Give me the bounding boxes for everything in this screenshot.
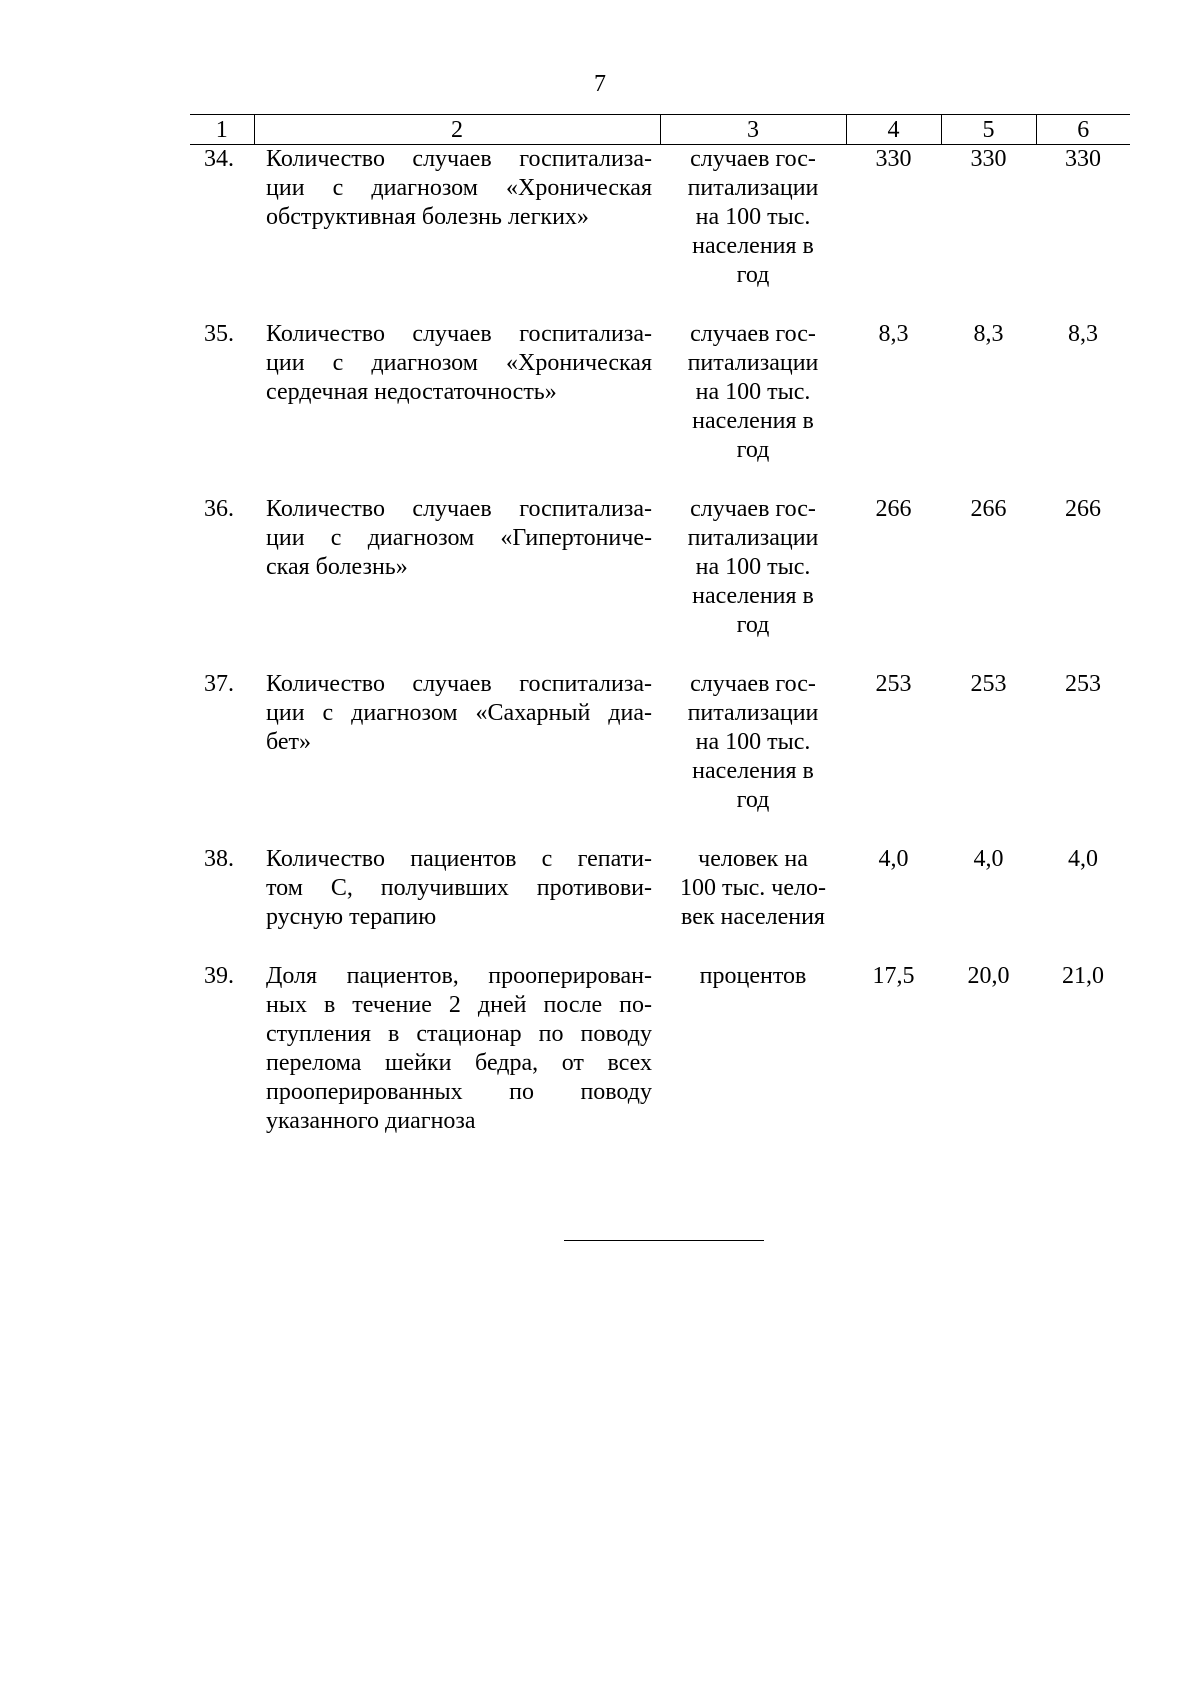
description-line: обструктивная болезнь легких» [266, 204, 589, 230]
row-value-col6: 8,3 [1068, 321, 1098, 347]
unit-line: 100 тыс. чело- [680, 875, 826, 901]
unit-line: населения в [692, 233, 814, 259]
description-line: ции с диагнозом «Сахарный диа- [266, 700, 652, 726]
description-line: ская болезнь» [266, 554, 408, 580]
row-value-col4: 17,5 [872, 963, 915, 989]
description-line: Количество случаев госпитализа- [266, 671, 652, 697]
row-number: 38. [204, 846, 234, 872]
description-line: Количество случаев госпитализа- [266, 321, 652, 347]
header-col-5: 5 [941, 115, 1036, 145]
table-row [190, 320, 1130, 495]
header-col-4: 4 [846, 115, 941, 145]
unit-line: питализации [687, 350, 819, 376]
indicators-table-wrapper [190, 114, 1130, 1166]
row-value-col6: 330 [1065, 146, 1101, 172]
table-row [190, 495, 1130, 670]
row-description [254, 670, 660, 845]
row-value-col5: 330 [970, 146, 1007, 172]
header-col-3: 3 [660, 115, 846, 145]
unit-line: питализации [687, 700, 819, 726]
table-row [190, 962, 1130, 1166]
unit-line: год [736, 437, 770, 463]
row-value-col6: 4,0 [1068, 846, 1098, 872]
row-description [254, 320, 660, 495]
header-col-6: 6 [1036, 115, 1130, 145]
page-number: 7 [594, 71, 606, 97]
row-unit [660, 145, 846, 321]
unit-line: случаев гос- [690, 146, 816, 172]
row-value-col4: 330 [875, 146, 912, 172]
row-unit [660, 670, 846, 845]
row-value-col5: 266 [970, 496, 1007, 522]
row-number: 36. [204, 496, 234, 522]
unit-line: на 100 тыс. [695, 204, 811, 230]
row-value-col4: 253 [875, 671, 912, 697]
table-row [190, 670, 1130, 845]
row-value-col5: 4,0 [973, 846, 1004, 872]
end-separator-line [564, 1240, 764, 1241]
row-value-col6: 253 [1065, 671, 1101, 697]
unit-line: населения в [692, 758, 814, 784]
row-number: 35. [204, 321, 234, 347]
row-value-col6: 266 [1065, 496, 1101, 522]
row-number: 34. [204, 146, 234, 172]
header-col-1: 1 [190, 115, 254, 145]
description-line: бет» [266, 729, 312, 755]
table-row [190, 145, 1130, 321]
table-row [190, 845, 1130, 962]
unit-line: процентов [699, 963, 807, 989]
row-value-col4: 8,3 [878, 321, 909, 347]
unit-line: человек на [698, 846, 808, 872]
row-unit [660, 320, 846, 495]
unit-line: населения в [692, 408, 814, 434]
row-number: 39. [204, 963, 234, 989]
unit-line: питализации [687, 175, 819, 201]
header-col-2: 2 [254, 115, 660, 145]
unit-line: на 100 тыс. [695, 379, 811, 405]
row-description [254, 962, 660, 1166]
description-line: ции с диагнозом «Хроническая [266, 175, 652, 201]
description-line: Количество случаев госпитализа- [266, 496, 652, 522]
description-line: ции с диагнозом «Хроническая [266, 350, 652, 376]
unit-line: случаев гос- [690, 321, 816, 347]
description-line: русную терапию [266, 904, 437, 930]
row-unit [660, 845, 846, 962]
unit-line: случаев гос- [690, 496, 816, 522]
description-line: ных в течение 2 дней после по- [266, 992, 652, 1018]
header-row [190, 115, 1130, 145]
table-body [190, 145, 1130, 1167]
row-value-col4: 4,0 [878, 846, 909, 872]
description-line: прооперированных по поводу [266, 1079, 652, 1105]
unit-line: век населения [681, 904, 825, 930]
row-description [254, 495, 660, 670]
row-value-col5: 20,0 [967, 963, 1010, 989]
row-value-col5: 253 [970, 671, 1007, 697]
description-line: сердечная недостаточность» [266, 379, 557, 405]
row-value-col6: 21,0 [1062, 963, 1104, 989]
description-line: Доля пациентов, прооперирован- [266, 963, 652, 989]
row-description [254, 145, 660, 321]
description-line: ции с диагнозом «Гипертониче- [266, 525, 652, 551]
description-line: Количество пациентов с гепати- [266, 846, 652, 872]
description-line: том С, получивших противови- [266, 875, 652, 901]
unit-line: случаев гос- [690, 671, 816, 697]
row-number: 37. [204, 671, 234, 697]
unit-line: питализации [687, 525, 819, 551]
table-header [190, 115, 1130, 145]
description-line: указанного диагноза [266, 1108, 476, 1134]
unit-line: год [736, 787, 770, 813]
row-unit [660, 495, 846, 670]
description-line: ступления в стационар по поводу [266, 1021, 652, 1047]
unit-line: населения в [692, 583, 814, 609]
indicators-table [190, 114, 1130, 1166]
unit-line: на 100 тыс. [695, 729, 811, 755]
description-line: Количество случаев госпитализа- [266, 146, 652, 172]
unit-line: год [736, 262, 770, 288]
row-description [254, 845, 660, 962]
row-value-col4: 266 [875, 496, 912, 522]
description-line: перелома шейки бедра, от всех [266, 1050, 652, 1076]
row-unit [660, 962, 846, 1166]
unit-line: на 100 тыс. [695, 554, 811, 580]
row-value-col5: 8,3 [973, 321, 1004, 347]
unit-line: год [736, 612, 770, 638]
